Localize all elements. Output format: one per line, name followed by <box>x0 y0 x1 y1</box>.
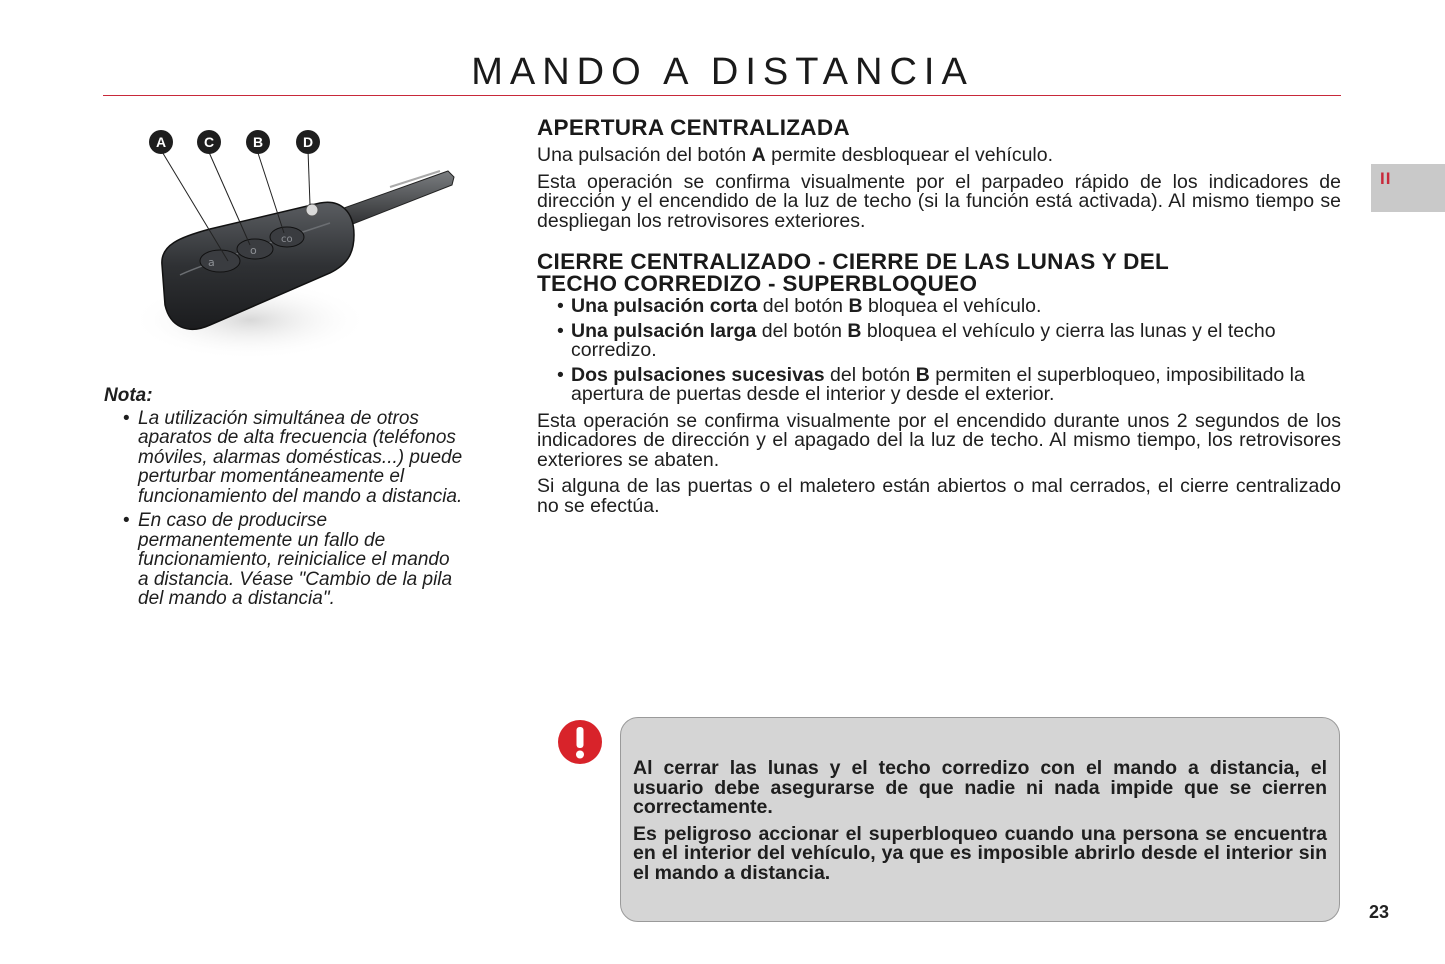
exclamation-icon <box>557 719 603 765</box>
closing-list <box>537 297 1341 405</box>
page-title: MANDO A DISTANCIA <box>471 51 974 94</box>
svg-text:D: D <box>302 134 314 150</box>
note-title: Nota: <box>104 385 153 406</box>
remote-key-illustration <box>140 125 470 365</box>
note-item: • La utilización simultánea de otros aparatos de alta frecuencia (teléfonos móviles, alarmas domésticas...) puede perturbar momentáneamente el funcionamiento del mando a distancia. <box>104 409 464 507</box>
closing-list-item: • Una pulsación corta del botón B bloquea el vehículo. <box>537 297 1341 317</box>
note-list <box>104 409 464 609</box>
title-divider <box>103 95 1341 96</box>
svg-text:a: a <box>208 256 215 269</box>
warning-paragraph-1: Al cerrar las lunas y el techo corredizo con el mando a distancia, el usuario debe asegurarse de que nadie ni nada impide que se cierren correctamente. <box>633 757 1327 818</box>
closing-paragraph-1: Esta operación se confirma visualmente por el encendido durante unos 2 segundos de los indicadores de dirección y el apagado del la luz de techo. Al mismo tiempo, los retrovisores exteriores se abaten. <box>537 409 1341 471</box>
svg-text:B: B <box>252 134 264 150</box>
svg-text:A: A <box>155 134 167 150</box>
closing-paragraph-2: Si alguna de las puertas o el maletero están abiertos o mal cerrados, el cierre centralizado no se efectúa. <box>537 475 1341 517</box>
label-a <box>149 130 173 154</box>
warning-paragraph-2: Es peligroso accionar el superbloqueo cuando una persona se encuentra en el interior del vehículo, ya que es imposible abrirlo desde el interior sin el mando a distancia. <box>633 822 1327 884</box>
note-section <box>104 386 464 614</box>
chapter-tab[interactable] <box>1371 164 1445 212</box>
chapter-tab-label: II <box>1380 169 1392 188</box>
note-item: • En caso de producirse permanentemente un fallo de funcionamiento, reinicialice el mando a distancia. Véase "Cambio de la pila del mando a distancia". <box>104 511 464 609</box>
page-number: 23 <box>1369 902 1390 922</box>
opening-paragraph-1: Una pulsación del botón A permite desbloquear el vehículo. <box>537 144 1054 166</box>
main-content <box>537 117 1341 516</box>
svg-text:co: co <box>281 234 293 245</box>
svg-text:o: o <box>250 244 257 257</box>
closing-list-item: • Una pulsación larga del botón B bloquea el vehículo y cierra las lunas y el techo corredizo. <box>537 322 1341 361</box>
closing-list-item: • Dos pulsaciones sucesivas del botón B permiten el superbloqueo, imposibilitado la apertura de puertas desde el interior y desde el exterior. <box>537 366 1341 405</box>
svg-text:C: C <box>203 134 215 150</box>
label-d <box>296 130 320 154</box>
label-c <box>197 130 221 154</box>
label-b <box>246 130 270 154</box>
section-title-closing: CIERRE CENTRALIZADO - CIERRE DE LAS LUNAS Y DEL TECHO CORREDIZO - SUPERBLOQUEO <box>537 249 1170 296</box>
section-title-opening: APERTURA CENTRALIZADA <box>537 115 850 140</box>
opening-paragraph-2: Esta operación se confirma visualmente por el parpadeo rápido de los indicadores de dirección y el encendido de la luz de techo (si la función está activada). Al mismo tiempo se despliegan los retrovisores exteriores. <box>537 170 1341 232</box>
warning-text <box>633 759 1327 890</box>
